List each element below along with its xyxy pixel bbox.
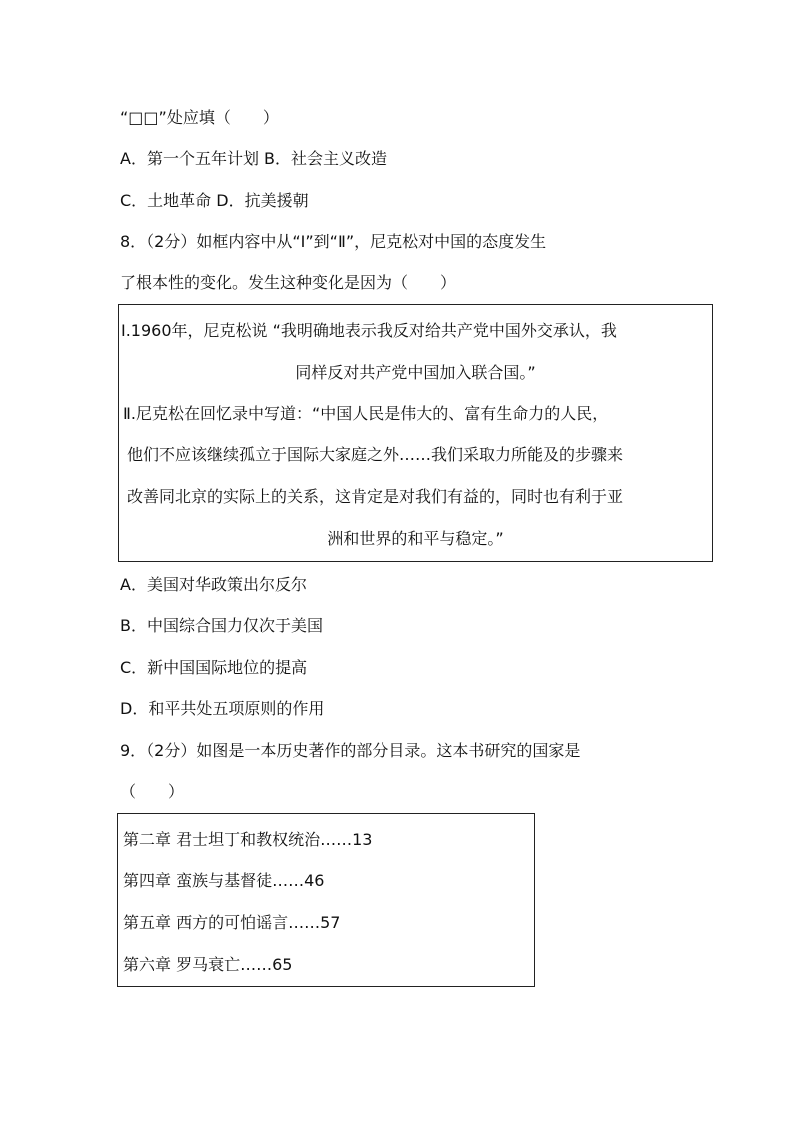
q8-option-b: B．中国综合国力仅次于美国 xyxy=(120,616,323,635)
q8-stem-line2: 了根本性的变化。发生这种变化是因为（ ） xyxy=(120,273,457,292)
q8-option-a: A．美国对华政策出尔反尔 xyxy=(120,575,307,594)
quote-line: 洲和世界的和平与稳定。” xyxy=(327,529,504,548)
q9-stem-line1: 9．（2分）如图是一本历史著作的部分目录。这本书研究的国家是 xyxy=(120,741,581,760)
q8-option-c: C．新中国国际地位的提高 xyxy=(120,658,308,677)
q8-quote-box xyxy=(118,304,713,562)
toc-line: 第四章 蛮族与基督徒……46 xyxy=(123,871,325,890)
toc-line: 第五章 西方的可怕谣言……57 xyxy=(123,913,341,932)
q7-options-line2: C．土地革命 D．抗美援朝 xyxy=(120,191,309,210)
quote-line: 改善同北京的实际上的关系，这肯定是对我们有益的，同时也有利于亚 xyxy=(127,487,624,506)
toc-line: 第六章 罗马衰亡……65 xyxy=(123,955,293,974)
quote-line: Ⅰ.1960年，尼克松说 “我明确地表示我反对给共产党中国外交承认，我 xyxy=(121,321,617,340)
quote-line: 同样反对共产党中国加入联合国。” xyxy=(295,363,536,382)
q8-stem-line1: 8．（2分）如框内容中从“Ⅰ”到“Ⅱ”，尼克松对中国的态度发生 xyxy=(120,232,547,251)
q8-option-d: D．和平共处五项原则的作用 xyxy=(120,699,325,718)
toc-line: 第二章 君士坦丁和教权统治……13 xyxy=(123,830,373,849)
q7-options-line1: A．第一个五年计划 B．社会主义改造 xyxy=(120,149,388,168)
intro-line: “□□”处应填（ ） xyxy=(120,108,279,127)
q9-stem-line2: （ ） xyxy=(120,782,185,801)
quote-line: 他们不应该继续孤立于国际大家庭之外……我们采取力所能及的步骤来 xyxy=(127,445,624,464)
q9-toc-box xyxy=(117,813,535,987)
quote-line: Ⅱ.尼克松在回忆录中写道：“中国人民是伟大的、富有生命力的人民， xyxy=(123,404,609,423)
